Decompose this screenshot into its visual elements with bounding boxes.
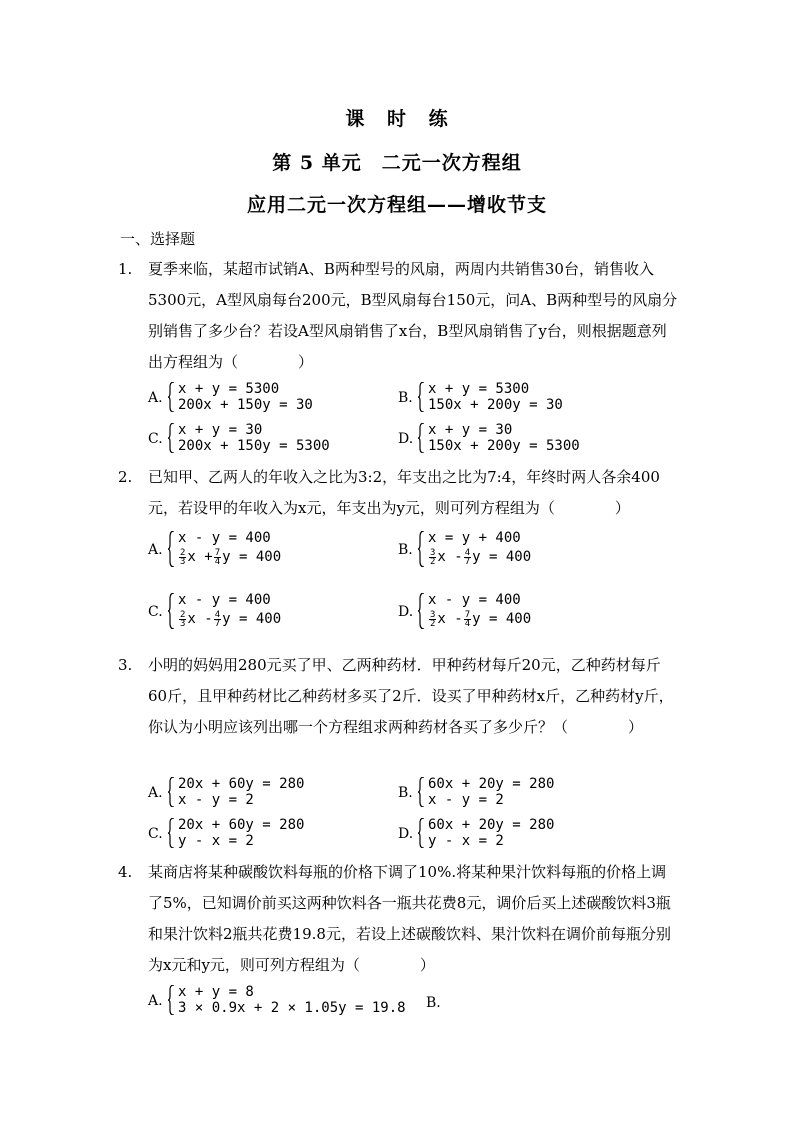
- option-label: D.: [398, 604, 414, 620]
- numerator: 7: [464, 609, 471, 620]
- fraction: [429, 611, 436, 628]
- question-2: [118, 462, 678, 524]
- option-b[interactable]: [426, 993, 466, 1013]
- equation-system: [168, 530, 281, 568]
- numerator: 3: [430, 547, 436, 558]
- brace-icon: [418, 531, 425, 567]
- numerator: 7: [214, 547, 221, 558]
- equation-2: [428, 546, 531, 568]
- equation-2: y - x = 2: [428, 833, 504, 849]
- equation-system: [168, 776, 304, 808]
- term: y = 400: [222, 549, 282, 565]
- option-d[interactable]: [398, 422, 618, 456]
- equation-1: x + y = 8: [178, 984, 254, 1000]
- option-a[interactable]: [148, 530, 368, 570]
- question-number: 3.: [118, 656, 133, 674]
- question-text: 小明的妈妈用280元买了甲、乙两种药材．甲种药材每斤20元，乙种药材每斤60斤，且甲种药材比乙种药材多买了2斤．设买了甲种药材x斤，乙种药材y斤，你认为小明应该列出哪一个方程组求两种药材各买了多少斤？（ ）: [148, 656, 674, 736]
- equation-system: [418, 817, 554, 849]
- option-label: A.: [148, 542, 163, 558]
- option-d[interactable]: [398, 817, 618, 851]
- question-4: [118, 857, 678, 981]
- fraction: [179, 611, 186, 628]
- brace-icon: [168, 985, 175, 1015]
- option-a[interactable]: [148, 984, 438, 1018]
- denominator: 7: [214, 618, 221, 629]
- option-label: C.: [148, 431, 163, 447]
- equation-system: [168, 984, 406, 1016]
- option-label: C.: [148, 826, 163, 842]
- fraction: [429, 549, 436, 566]
- brace-icon: [418, 382, 425, 412]
- numerator: 4: [464, 547, 471, 558]
- denominator: 4: [464, 618, 471, 629]
- denominator: 7: [464, 556, 471, 567]
- option-label: D.: [398, 431, 414, 447]
- section-heading: 一、选择题: [120, 230, 196, 248]
- equation-1: x = y + 400: [428, 530, 521, 546]
- equation-system: [168, 817, 304, 849]
- brace-icon: [168, 818, 175, 848]
- equation-2: [428, 608, 531, 630]
- numerator: 3: [430, 609, 436, 620]
- option-label: D.: [398, 826, 414, 842]
- brace-icon: [418, 818, 425, 848]
- option-label: C.: [148, 604, 163, 620]
- brace-icon: [418, 423, 425, 453]
- option-label: B.: [398, 785, 413, 801]
- equation-system: [168, 381, 313, 413]
- numerator: 4: [214, 609, 221, 620]
- option-c[interactable]: [148, 422, 368, 456]
- equation-2: y - x = 2: [178, 833, 254, 849]
- equation-2: [178, 546, 281, 568]
- equation-system: [168, 422, 330, 454]
- equation-1: x - y = 400: [178, 592, 271, 608]
- question-text: 某商店将某种碳酸饮料每瓶的价格下调了10%.将某种果汁饮料每瓶的价格上调了5%，已知调价前买这两种饮料各一瓶共花费8元，调价后买上述碳酸饮料3瓶和果汁饮料2瓶共花费19.8元，若设上述碳酸饮料、果汁饮料在调价前每瓶分别为x元和y元，则可列方程组为（ ）: [148, 863, 671, 974]
- option-b[interactable]: [398, 530, 618, 570]
- equation-2: 150x + 200y = 5300: [428, 438, 580, 454]
- equation-system: [418, 422, 580, 454]
- equation-1: x - y = 400: [428, 592, 521, 608]
- equation-1: 60x + 20y = 280: [428, 817, 555, 833]
- brace-icon: [168, 777, 175, 807]
- brace-icon: [168, 423, 175, 453]
- equation-1: x - y = 400: [178, 530, 271, 546]
- brace-icon: [418, 777, 425, 807]
- denominator: 4: [214, 556, 221, 567]
- denominator: 2: [430, 618, 436, 629]
- term: x -: [187, 611, 213, 627]
- equation-system: [418, 592, 531, 630]
- page-title: 课 时 练: [345, 108, 449, 130]
- equation-1: x + y = 30: [428, 422, 513, 438]
- option-c[interactable]: [148, 817, 368, 851]
- numerator: 2: [180, 547, 186, 558]
- equation-system: [418, 776, 554, 808]
- equation-2: x - y = 2: [428, 792, 504, 808]
- equation-system: [418, 381, 563, 413]
- brace-icon: [418, 593, 425, 629]
- equation-1: x + y = 5300: [178, 381, 280, 397]
- question-3: [118, 650, 678, 743]
- option-label: B.: [426, 995, 441, 1011]
- option-b[interactable]: [398, 381, 618, 415]
- fraction: [179, 549, 186, 566]
- equation-system: [418, 530, 531, 568]
- equation-1: x + y = 30: [178, 422, 263, 438]
- equation-1: 20x + 60y = 280: [178, 776, 305, 792]
- equation-2: 150x + 200y = 30: [428, 397, 563, 413]
- equation-2: [178, 608, 281, 630]
- option-label: A.: [148, 993, 163, 1009]
- term: y = 400: [472, 549, 532, 565]
- option-a[interactable]: [148, 381, 368, 415]
- unit-title: 第 5 单元 二元一次方程组: [272, 152, 522, 174]
- option-d[interactable]: [398, 592, 618, 632]
- brace-icon: [168, 593, 175, 629]
- term: x -: [437, 611, 463, 627]
- question-text: 夏季来临，某超市试销A、B两种型号的风扇，两周内共销售30台，销售收入5300元，A型风扇每台200元，B型风扇每台150元，问A、B两种型号的风扇分别销售了多少台？若设A型风扇销售了x台，B型风扇销售了y台，则根据题意列出方程组为（ ）: [148, 260, 678, 371]
- fraction: [464, 549, 471, 566]
- equation-system: [168, 592, 281, 630]
- question-number: 1.: [118, 260, 133, 278]
- denominator: 2: [430, 556, 436, 567]
- brace-icon: [168, 531, 175, 567]
- fraction: [214, 549, 221, 566]
- equation-1: x + y = 5300: [428, 381, 530, 397]
- equation-2: 200x + 150y = 5300: [178, 438, 330, 454]
- brace-icon: [168, 382, 175, 412]
- question-number: 2.: [118, 468, 133, 486]
- term: x -: [437, 549, 463, 565]
- option-label: A.: [148, 785, 163, 801]
- question-number: 4.: [118, 863, 133, 881]
- denominator: 3: [180, 556, 186, 567]
- term: y = 400: [222, 611, 282, 627]
- equation-2: 200x + 150y = 30: [178, 397, 313, 413]
- option-a[interactable]: [148, 776, 368, 810]
- fraction: [464, 611, 471, 628]
- term: x +: [187, 549, 213, 565]
- option-c[interactable]: [148, 592, 368, 632]
- option-label: B.: [398, 390, 413, 406]
- equation-2: x - y = 2: [178, 792, 254, 808]
- equation-1: 60x + 20y = 280: [428, 776, 555, 792]
- numerator: 2: [180, 609, 186, 620]
- lesson-title: 应用二元一次方程组——增收节支: [246, 194, 547, 216]
- question-1: [118, 254, 678, 378]
- question-text: 已知甲、乙两人的年收入之比为3:2，年支出之比为7:4，年终时两人各余400元，若设甲的年收入为x元，年支出为y元，则可列方程组为（ ）: [148, 468, 660, 517]
- option-label: A.: [148, 390, 163, 406]
- option-b[interactable]: [398, 776, 618, 810]
- equation-2: 3 × 0.9x + 2 × 1.05y = 19.8: [178, 1000, 406, 1016]
- fraction: [214, 611, 221, 628]
- denominator: 3: [180, 618, 186, 629]
- equation-1: 20x + 60y = 280: [178, 817, 305, 833]
- term: y = 400: [472, 611, 532, 627]
- option-label: B.: [398, 542, 413, 558]
